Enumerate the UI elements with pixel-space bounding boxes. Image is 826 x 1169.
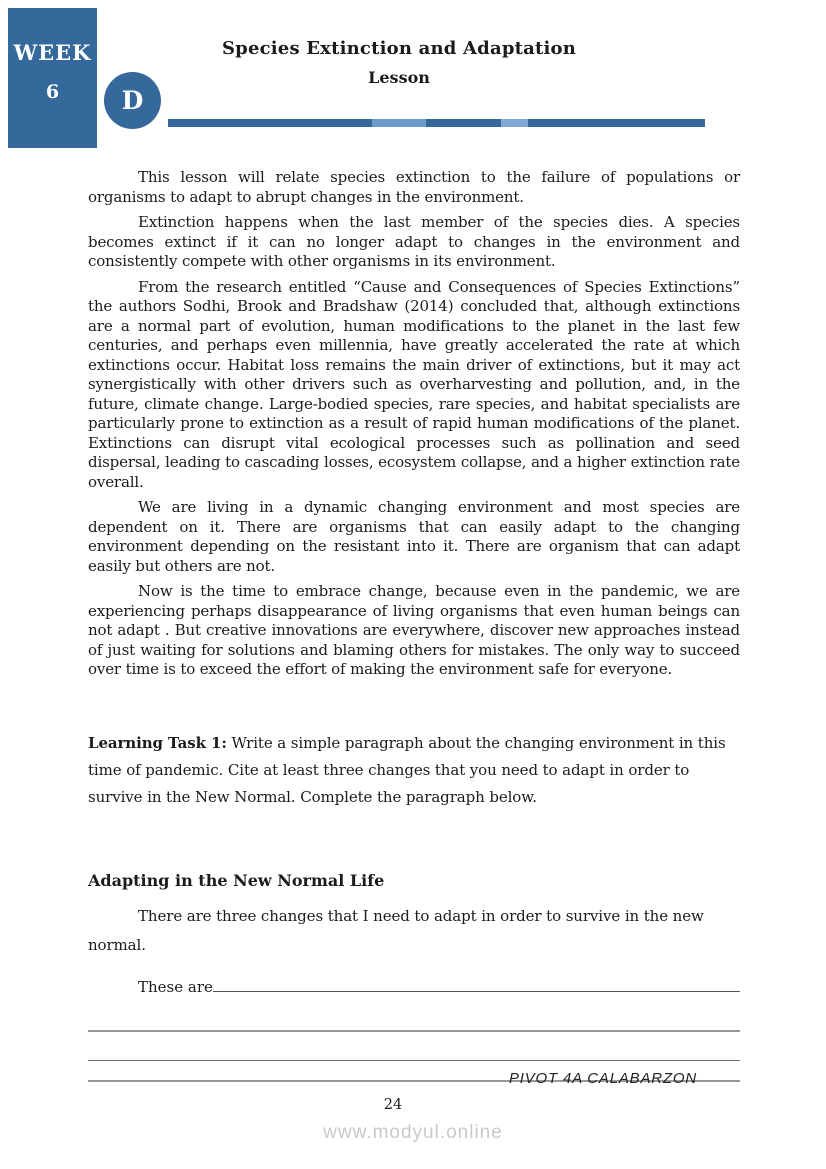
learning-task-text: Write a simple paragraph about the changing environment in this time of pandemic. Cite at least three changes that you need to adapt in order to survive in the New Normal. Complete the paragraph below.	[88, 733, 726, 806]
worksheet-intro: There are three changes that I need to adapt in order to survive in the new normal.	[88, 906, 704, 954]
week-label: WEEK	[13, 40, 92, 65]
lesson-paragraph: From the research entitled “Cause and Consequences of Species Extinctions” the authors Sodhi, Brook and Bradshaw (2014) concluded that, although extinctions are a normal part of evolution, human modifications to the planet in the last few centuries, and perhaps even millennia, have greatly accelerated the rate at which extinctions occur. Habitat loss remains the main driver of extinctions, but it may act synergistically with other drivers such as overharvesting and pollution, and, in the future, climate change. Large-bodied species, rare species, and habitat specialists are particularly prone to extinction as a result of rapid human modifications of the planet. Extinctions can disrupt vital ecological processes such as pollination and seed dispersal, leading to cascading losses, ecosystem collapse, and a higher extinction rate overall.	[88, 277, 740, 491]
writing-line	[88, 1006, 740, 1032]
page-title: Species Extinction and Adaptation	[221, 38, 577, 59]
fill-blank-line	[213, 975, 740, 992]
footer-imprint: PIVOT 4A CALABARZON	[508, 1070, 697, 1087]
worksheet-heading: Adapting in the New Normal Life	[88, 870, 385, 890]
fill-in-row	[88, 975, 740, 996]
lesson-badge-circle: D	[104, 72, 161, 129]
header-titles	[168, 38, 630, 87]
lesson-content	[88, 168, 740, 1082]
lesson-paragraph: This lesson will relate species extinction to the failure of populations or organisms to adapt to abrupt changes in the environment.	[88, 168, 740, 206]
header-rule	[168, 119, 705, 127]
lesson-paragraph: Extinction happens when the last member of the species dies. A species becomes extinct if it can no longer adapt to changes in the environment and consistently compete with other organisms in its environment.	[88, 213, 740, 270]
writing-line	[88, 1032, 740, 1061]
lesson-subtitle: Lesson	[368, 68, 430, 87]
learning-task	[88, 730, 740, 811]
week-badge	[8, 8, 97, 148]
lesson-paragraph: Now is the time to embrace change, because even in the pandemic, we are experiencing perhaps disappearance of living organisms that even human beings can not adapt . But creative innovations are everywhere, discover new approaches instead of just waiting for solutions and blaming others for mistakes. The only way to succeed over time is to exceed the effort of making the environment safe for everyone.	[88, 582, 740, 678]
learning-task-label: Learning Task 1:	[88, 733, 227, 752]
watermark: www.modyul.online	[323, 1122, 503, 1143]
page-number: 24	[383, 1097, 403, 1113]
fill-prefix: These are	[138, 977, 213, 996]
week-number: 6	[45, 81, 60, 103]
lesson-paragraph: We are living in a dynamic changing environment and most species are dependent on it. There are organisms that can easily adapt to the changing environment depending on the resistant into it. There are organism that can adapt easily but others are not.	[88, 498, 740, 575]
